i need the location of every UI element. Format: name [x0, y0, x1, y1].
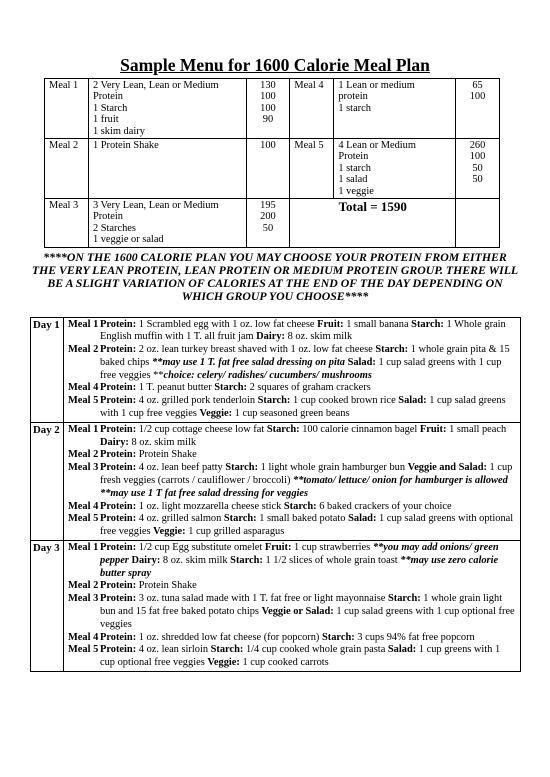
food-group-label: Protein:: [100, 449, 137, 461]
summary-row: [45, 199, 500, 248]
list-line: protein: [338, 91, 368, 103]
food-group-label: Starch:: [283, 500, 317, 512]
meal-label: Meal 2: [45, 139, 89, 199]
meal-label: Meal 3: [45, 199, 89, 248]
food-item-text: 3 oz. tuna salad made with 1 T. fat free or light mayonnaise: [136, 593, 388, 605]
meal-entry: [68, 424, 516, 450]
food-group-label: Starch:: [225, 462, 259, 474]
food-group-label: Veggie:: [207, 657, 240, 669]
food-group-label: Starch:: [375, 344, 409, 356]
meal-entry: [68, 319, 516, 345]
meal-exchange-list: [334, 79, 456, 139]
day-label: Day 2: [31, 422, 64, 540]
meal-exchange-list: [88, 79, 246, 139]
food-item-text: 6 baked crackers of your choice: [316, 500, 452, 512]
meal-label: Meal 5: [290, 139, 334, 199]
food-item-text: 1 cup strawberries: [291, 542, 373, 554]
food-item-text: 100 calorie cinnamon bagel: [299, 423, 420, 435]
list-line: Protein: [92, 91, 123, 103]
food-group-label: Dairy:: [128, 554, 161, 566]
food-group-label: Salad:: [387, 644, 417, 656]
meal-entry: [68, 513, 516, 539]
meal-number: Meal 4: [68, 500, 99, 512]
list-line: 100: [260, 91, 276, 103]
list-line: 50: [472, 174, 483, 186]
food-item-text: 1/2 cup cottage cheese low fat: [136, 423, 267, 435]
list-line: 260: [469, 140, 486, 152]
food-item-text: 1 small peach: [446, 423, 507, 435]
list-line: 130: [260, 80, 276, 91]
list-line: 100: [260, 140, 276, 152]
list-line: 90: [262, 114, 274, 126]
food-item-text: 1 cup salad greens with 1 cup free veggies **: [100, 356, 502, 381]
list-line: 1 starch: [338, 162, 371, 174]
calorie-list: [456, 139, 500, 199]
food-item-text: 8 oz. skim milk: [160, 554, 231, 566]
food-group-label: Protein:: [100, 318, 137, 330]
food-item-text: 1 cup salad greens with 1 cup free veggies: [100, 395, 506, 420]
summary-row: [45, 79, 500, 139]
list-line: 1 salad: [338, 174, 368, 186]
food-item-text: Protein Shake: [136, 580, 197, 592]
food-group-label: Veggie:: [199, 408, 233, 420]
meal-number: Meal 4: [68, 631, 99, 643]
food-group-label: Protein:: [100, 382, 137, 394]
meal-number: Meal 2: [68, 449, 99, 461]
meal-number: Meal 3: [68, 593, 99, 605]
list-line: 200: [260, 211, 276, 223]
list-line: 1 starch: [338, 102, 371, 114]
food-group-label: Starch:: [230, 554, 263, 566]
food-item-text: 3 cups 94% fat free popcorn: [354, 631, 475, 643]
meal-number: Meal 2: [68, 344, 99, 356]
food-group-label: Protein:: [100, 395, 137, 407]
meal-entry: [68, 542, 516, 580]
meal-number: Meal 5: [68, 395, 99, 407]
meal-note: **you may add onions/ green pepper: [100, 542, 499, 566]
food-item-text: 8 oz. skim milk: [285, 331, 353, 343]
list-line: Protein: [338, 151, 369, 163]
calorie-list: [246, 139, 290, 199]
list-line: 1 Lean or medium: [338, 80, 415, 91]
list-line: 1 Starch: [92, 102, 128, 114]
total-calories: Total = 1590: [290, 199, 456, 248]
food-group-label: Salad:: [398, 395, 427, 407]
meal-exchange-list: [334, 139, 456, 199]
meal-note: **tomato/ lettuce/ onion for hamburger is allowed **may use 1 T fat free salad dressing for veggies: [100, 475, 508, 499]
food-group-label: Protein:: [100, 513, 137, 525]
meal-label: Meal 4: [290, 79, 334, 139]
list-line: 100: [469, 91, 486, 103]
meal-number: Meal 5: [68, 644, 99, 656]
food-item-text: 1 cup greens with 1 cup optional free veggies: [100, 644, 501, 669]
day-meals: [64, 541, 521, 672]
food-group-label: Protein:: [100, 644, 137, 656]
food-group-label: Dairy:: [256, 331, 285, 343]
list-line: 1 fruit: [92, 114, 119, 126]
food-group-label: Starch:: [257, 395, 291, 407]
meal-entry: [68, 593, 516, 631]
food-group-label: Fruit:: [317, 318, 344, 330]
food-item-text: 8 oz. skim milk: [128, 436, 197, 448]
meal-number: Meal 5: [68, 513, 99, 525]
day-row: [31, 422, 521, 540]
list-line: 50: [262, 222, 274, 234]
meal-note: **may use zero calorie butter spray: [100, 554, 499, 579]
food-item-text: 2 oz. lean turkey breast shaved with 1 oz. low fat cheese: [136, 344, 376, 356]
meal-number: Meal 1: [68, 318, 99, 330]
empty-cell: [456, 199, 500, 248]
meal-number: Meal 2: [68, 580, 99, 592]
day-meals: [64, 422, 521, 540]
food-item-text: 1 cup cooked carrots: [239, 657, 329, 669]
daily-menu-table: [30, 317, 521, 673]
food-item-text: 1 oz. light mozzarella cheese stick: [136, 500, 284, 512]
food-group-label: Protein:: [100, 580, 137, 592]
food-item-text: 1 cup cooked brown rice: [290, 395, 399, 407]
list-line: 2 Very Lean, Lean or Medium: [92, 80, 219, 91]
food-item-text: 1 cup salad greens with optional free veggies: [100, 513, 514, 538]
page-title: Sample Menu for 1600 Calorie Meal Plan: [120, 55, 430, 75]
food-group-label: Protein:: [100, 423, 137, 435]
food-item-text: 1 cup salad greens with 1 cup optional free veggies: [100, 606, 515, 630]
food-group-label: Veggie and Salad:: [407, 462, 487, 474]
food-group-label: Starch:: [214, 382, 247, 394]
day-row: [31, 317, 521, 422]
food-item-text: 1 whole grain pita & 15 baked chips: [100, 344, 510, 368]
food-group-label: Starch:: [266, 423, 300, 435]
meal-entry: [68, 395, 516, 421]
meal-entry: [68, 644, 516, 670]
food-item-text: 1 cup seasoned green beans: [232, 408, 350, 420]
food-group-label: Starch:: [387, 593, 421, 605]
food-item-text: 1 cup grilled asparagus: [185, 526, 285, 538]
list-line: 1 veggie: [338, 185, 374, 197]
meal-label: Meal 1: [45, 79, 89, 139]
meal-exchange-list: [88, 139, 246, 199]
day-row: [31, 541, 521, 672]
summary-row: [45, 139, 500, 199]
food-item-text: 2 squares of graham crackers: [247, 382, 371, 394]
meal-number: Meal 3: [68, 462, 99, 474]
list-line: 195: [260, 200, 276, 212]
food-item-text: 1 oz. shredded low fat cheese (for popcorn): [136, 631, 322, 643]
calorie-list: [246, 79, 290, 139]
meal-entry: [68, 344, 516, 382]
list-line: 65: [472, 80, 483, 91]
food-item-text: 4 oz. grilled pork tenderloin: [136, 395, 258, 407]
food-group-label: Protein:: [100, 500, 137, 512]
food-group-label: Starch:: [321, 631, 355, 643]
food-item-text: 1 Whole grain English muffin with 1 T. all fruit jam: [100, 318, 506, 343]
day-meals: [64, 317, 521, 422]
food-group-label: Protein:: [100, 593, 137, 605]
food-item-text: 4 oz. lean sirloin: [136, 644, 211, 656]
food-group-label: Fruit:: [419, 423, 447, 435]
list-line: 100: [260, 102, 276, 114]
meal-entry: [68, 382, 516, 395]
meal-note: **may use 1 T. fat free salad dressing on pita: [151, 356, 345, 368]
meal-number: Meal 1: [68, 423, 99, 435]
food-group-label: Dairy:: [100, 436, 129, 448]
food-item-text: Protein Shake: [136, 449, 197, 461]
food-item-text: 1/2 cup Egg substitute omelet: [136, 542, 265, 554]
meal-note: choice: celery/ radishes/ cucumbers/ mushrooms: [163, 369, 372, 381]
food-item-text: 1 Scrambled egg with 1 oz. low fat cheese: [136, 318, 318, 330]
meal-entry: [68, 580, 516, 593]
food-item-text: 1 1/2 slices of whole grain toast: [262, 554, 401, 566]
food-group-label: Protein:: [100, 344, 137, 356]
food-group-label: Starch:: [411, 318, 444, 330]
food-group-label: Salad:: [348, 513, 377, 525]
meal-number: Meal 4: [68, 382, 99, 394]
food-group-label: Protein:: [100, 542, 137, 554]
food-group-label: Salad:: [344, 356, 376, 368]
list-line: 2 Starches: [92, 222, 136, 234]
food-item-text: 1 T. peanut butter: [136, 382, 215, 394]
food-item-text: 1 cup fresh veggies (carrots / cauliflower / broccoli): [100, 462, 513, 487]
meal-entry: [68, 462, 516, 500]
calorie-summary-table: [44, 78, 500, 248]
protein-choice-notice: ****ON THE 1600 CALORIE PLAN YOU MAY CHOOSE YOUR PROTEIN FROM EITHER THE VERY LEAN PROTEIN, LEAN PROTEIN OR MEDIUM PROTEIN GROUP. THERE WILL BE A SLIGHT VARIATION OF CALORIES AT THE END OF THE DAY DEPENDING ON WHICH GROUP YOU CHOOSE****: [31, 249, 519, 304]
list-line: 50: [472, 162, 483, 174]
food-group-label: Protein:: [100, 462, 137, 474]
list-line: Protein: [92, 211, 123, 223]
list-line: 4 Lean or Medium: [338, 140, 416, 152]
calorie-list: [246, 199, 290, 248]
food-group-label: Starch:: [223, 513, 257, 525]
meal-number: Meal 1: [68, 542, 99, 554]
food-group-label: Veggie or Salad:: [261, 606, 334, 618]
day-label: Day 3: [31, 541, 64, 672]
food-item-text: 4 oz. lean beef patty: [136, 462, 226, 474]
list-line: 3 Very Lean, Lean or Medium: [92, 200, 219, 212]
food-item-text: 4 oz. grilled salmon: [136, 513, 224, 525]
food-item-text: 1 whole grain light bun and 15 fat free baked potato chips: [100, 593, 503, 618]
food-item-text: 1 small baked potato: [256, 513, 349, 525]
meal-exchange-list: [88, 199, 246, 248]
food-item-text: 1/4 cup cooked whole grain pasta: [243, 644, 388, 656]
list-line: 1 veggie or salad: [92, 234, 164, 246]
day-label: Day 1: [31, 317, 64, 422]
food-group-label: Starch:: [210, 644, 244, 656]
food-group-label: Fruit:: [264, 542, 292, 554]
meal-entry: [68, 501, 516, 514]
food-group-label: Protein:: [100, 631, 137, 643]
meal-entry: [68, 449, 516, 462]
list-line: 100: [469, 151, 486, 163]
meal-entry: [68, 632, 516, 645]
food-item-text: 1 light whole grain hamburger bun: [258, 462, 408, 474]
list-line: 1 Protein Shake: [92, 140, 159, 152]
food-group-label: Veggie:: [153, 526, 186, 538]
list-line: 1 skim dairy: [92, 125, 145, 137]
calorie-list: [456, 79, 500, 139]
food-item-text: 1 small banana: [343, 318, 412, 330]
